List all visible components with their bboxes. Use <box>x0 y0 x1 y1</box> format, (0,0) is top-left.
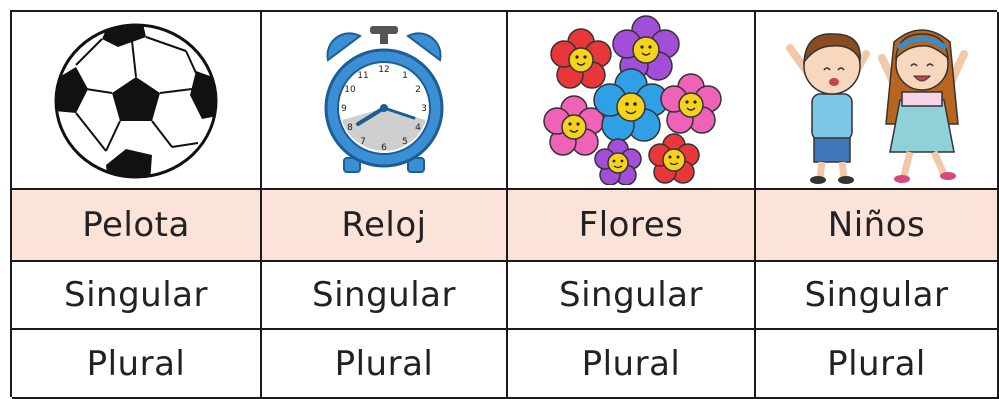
svg-text:11: 11 <box>357 71 369 81</box>
plural-option-label: Plural <box>86 343 186 384</box>
alarm-clock-icon <box>314 20 454 180</box>
singular-option-label: Singular <box>804 275 949 315</box>
singular-option-label: Singular <box>312 275 456 315</box>
svg-text:1: 1 <box>402 71 408 81</box>
plural-option-flores[interactable] <box>508 330 756 399</box>
singular-option-label: Singular <box>559 275 703 315</box>
word-label: Niños <box>827 205 926 245</box>
svg-text:8: 8 <box>347 123 353 133</box>
word-label: Reloj <box>341 205 427 245</box>
svg-text:2: 2 <box>415 85 421 95</box>
singular-option-reloj[interactable] <box>262 262 508 330</box>
singular-option-ninos[interactable] <box>756 262 999 330</box>
plural-option-pelota[interactable] <box>12 330 262 399</box>
plural-option-ninos[interactable] <box>756 330 999 399</box>
svg-text:6: 6 <box>381 143 387 153</box>
singular-option-label: Singular <box>64 275 208 315</box>
svg-text:9: 9 <box>341 104 347 114</box>
singular-option-flores[interactable] <box>508 262 756 330</box>
picture-cell-reloj <box>262 12 508 190</box>
plural-option-label: Plural <box>827 343 926 384</box>
svg-text:7: 7 <box>360 137 366 147</box>
svg-text:5: 5 <box>402 137 408 147</box>
singular-option-pelota[interactable] <box>12 262 262 330</box>
singular-plural-table <box>10 10 997 397</box>
word-cell-flores <box>508 190 756 262</box>
picture-cell-pelota <box>12 12 262 190</box>
plural-option-reloj[interactable] <box>262 330 508 399</box>
children-icon <box>782 14 972 186</box>
word-label: Flores <box>578 205 684 245</box>
flowers-icon <box>536 15 726 185</box>
svg-text:4: 4 <box>415 123 421 133</box>
plural-option-label: Plural <box>334 343 434 384</box>
plural-option-label: Plural <box>581 343 681 384</box>
soccer-ball-icon <box>46 15 226 185</box>
svg-text:3: 3 <box>421 104 427 114</box>
svg-text:12: 12 <box>378 65 390 75</box>
word-cell-reloj <box>262 190 508 262</box>
word-cell-pelota <box>12 190 262 262</box>
picture-cell-ninos <box>756 12 999 190</box>
svg-text:10: 10 <box>344 85 356 95</box>
word-label: Pelota <box>82 205 190 245</box>
picture-cell-flores <box>508 12 756 190</box>
word-cell-ninos <box>756 190 999 262</box>
